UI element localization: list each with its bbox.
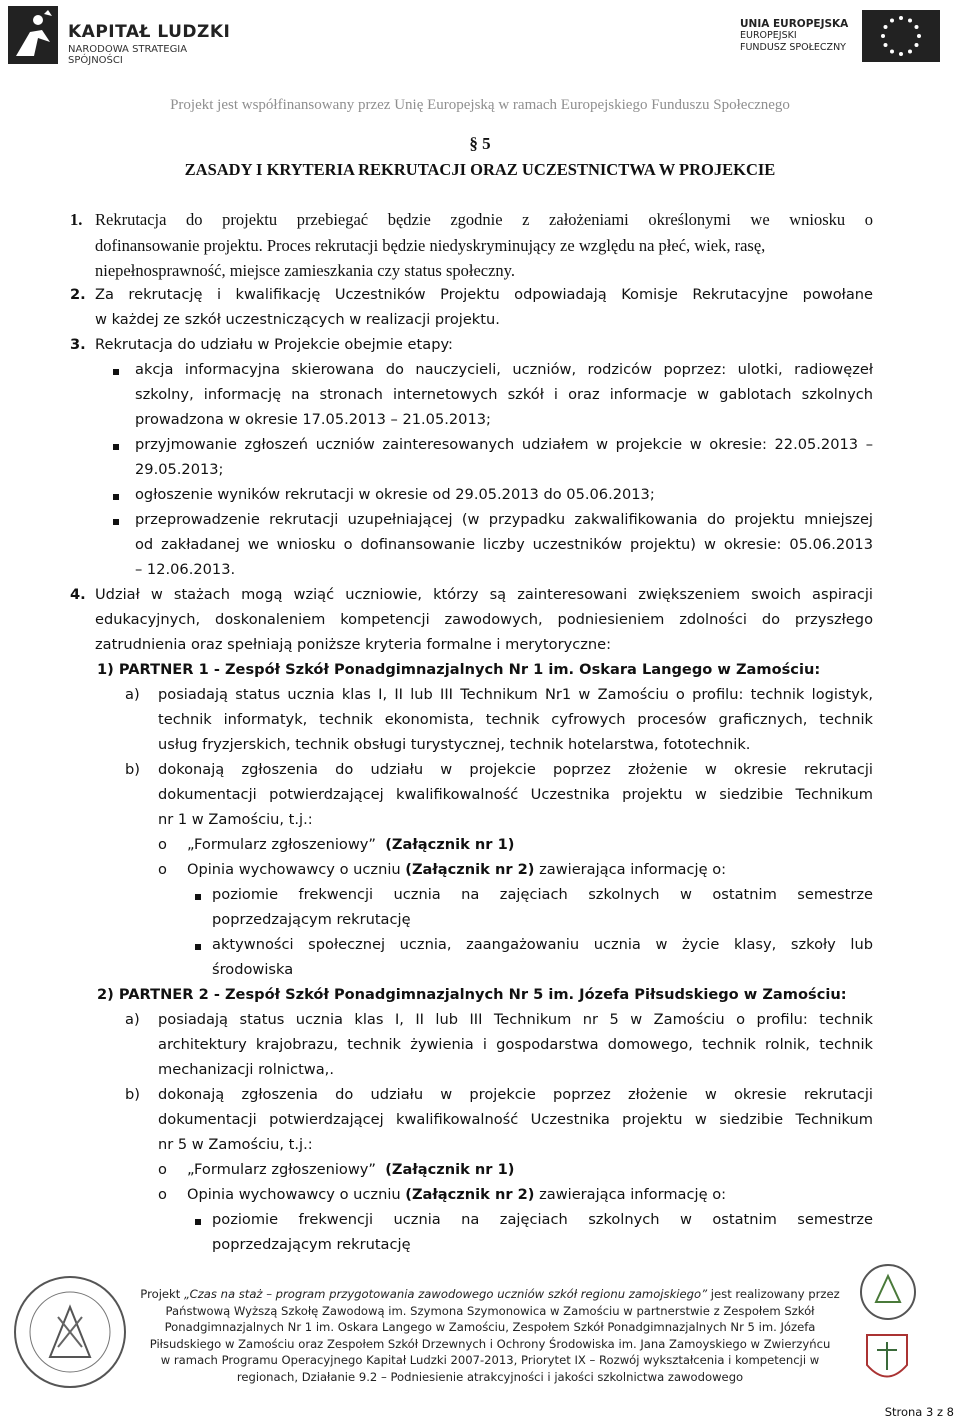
partner-crest-icon bbox=[862, 1330, 912, 1390]
partner1-o1-line bbox=[187, 836, 514, 853]
partner2-s1-line-1: poziomie frekwencji ucznia na zajęciach szkolnych w ostatnim semestrze bbox=[212, 1211, 873, 1228]
p4-line-2: edukacyjnych, doskonaleniem kompetencji zawodowych, podniesieniem zdolności do przyszłego bbox=[95, 611, 873, 628]
kapital-ludzki-logo bbox=[8, 6, 238, 64]
footer-l1b: jest realizowany przez bbox=[707, 1287, 840, 1301]
partner1-o2-line bbox=[187, 861, 726, 878]
cofinancing-note: Projekt jest współfinansowany przez Unię Europejską w ramach Europejskiego Funduszu Społecznego bbox=[170, 97, 790, 113]
section-title: ZASADY I KRYTERIA REKRUTACJI ORAZ UCZESTNICTWA W PROJEKCIE bbox=[184, 160, 776, 179]
o1-attachment: (Załącznik nr 1) bbox=[385, 836, 515, 853]
o2-text: Opinia wychowawcy o uczniu bbox=[187, 1186, 406, 1203]
partner2-o1-line bbox=[187, 1161, 514, 1178]
partner2-s1-line-2: poprzedzającym rekrutację bbox=[212, 1236, 411, 1253]
p3-b4-line-1: przeprowadzenie rekrutacji uzupełniającej (w przypadku zakwalifikowania do projektu mniejszej bbox=[135, 511, 873, 528]
partner2-heading: 2) PARTNER 2 - Zespół Szkół Ponadgimnazjalnych Nr 5 im. Józefa Piłsudskiego w Zamościu: bbox=[97, 986, 847, 1003]
footer-line-5: w ramach Programu Operacyjnego Kapitał Ludzki 2007-2013, Priorytet IX – Rozwój wykształcenia i kompetencji w bbox=[160, 1353, 820, 1367]
bullet-marker bbox=[113, 494, 119, 500]
partner2-s1-marker bbox=[195, 1219, 201, 1225]
p2-line-2: w każdej ze szkół uczestniczących w realizacji projektu. bbox=[95, 311, 500, 328]
partner2-o2-line bbox=[187, 1186, 726, 1203]
bullet-marker bbox=[113, 444, 119, 450]
partner2-b-line-2: dokumentacji potwierdzającej kwalifikowalność Uczestnika projektu w siedzibie Technikum bbox=[158, 1111, 873, 1128]
p3-line-1: Rekrutacja do udziału w Projekcie obejmie etapy: bbox=[95, 336, 453, 353]
page-number: Strona 3 z 8 bbox=[884, 1405, 954, 1419]
o2-text: Opinia wychowawcy o uczniu bbox=[187, 861, 406, 878]
footer-text bbox=[140, 1286, 840, 1385]
bullet-marker bbox=[113, 369, 119, 375]
p3-b1-line-2: szkolny, informację na stronach internetowych szkół i oraz informacje w gablotach szkolnych bbox=[135, 386, 873, 403]
eu-line-3: FUNDUSZ SPOŁECZNY bbox=[740, 42, 846, 53]
kl-subtitle: NARODOWA STRATEGIA SPÓJNOŚCI bbox=[68, 44, 188, 66]
footer-project-name: „Czas na staż – program przygotowania zawodowego uczniów szkół regionu zamojskiego” bbox=[184, 1287, 708, 1301]
partner1-a-line-3: usług fryzjerskich, technik obsługi turystycznej, technik hotelarstwa, fototechnik. bbox=[158, 736, 751, 753]
kl-title: KAPITAŁ LUDZKI bbox=[68, 22, 231, 42]
p2-line-1: Za rekrutację i kwalifikację Uczestników Projektu odpowiadają Komisje Rekrutacyjne powołane bbox=[95, 286, 873, 303]
footer-line-1 bbox=[140, 1286, 840, 1303]
p1-number: 1. bbox=[70, 210, 83, 229]
partner1-s2-line-2: środowiska bbox=[212, 961, 294, 978]
partner2-a-line-2: architektury krajobrazu, technik żywienia i gospodarstwa domowego, technik rolnik, technik bbox=[158, 1036, 873, 1053]
partner1-b-label: b) bbox=[125, 761, 140, 778]
p3-b4-line-3: – 12.06.2013. bbox=[135, 561, 236, 578]
partner2-b-label: b) bbox=[125, 1086, 140, 1103]
partner2-a-line-3: mechanizacji rolnictwa,. bbox=[158, 1061, 334, 1078]
eu-line-1: UNIA EUROPEJSKA bbox=[740, 18, 849, 30]
partner1-b-line-3: nr 1 w Zamościu, t.j.: bbox=[158, 811, 313, 828]
footer-line-4: Piłsudskiego w Zamościu oraz Zespołem Szkół Drzewnych i Ochrony Środowiska im. Jana Zamoyskiego w Zwierzyńcu bbox=[149, 1336, 831, 1351]
p3-b2-line-2: 29.05.2013; bbox=[135, 461, 224, 478]
partner1-b-line-2: dokumentacji potwierdzającej kwalifikowalność Uczestnika projektu w siedzibie Technikum bbox=[158, 786, 873, 803]
eu-flag-icon bbox=[862, 10, 940, 62]
partner2-o1-marker: o bbox=[158, 1161, 167, 1178]
partner1-a-line-1: posiadają status ucznia klas I, II lub III Technikum Nr1 w Zamościu o profilu: technik logistyk, bbox=[158, 686, 873, 703]
partner2-a-line-1: posiadają status ucznia klas I, II lub III Technikum nr 5 w Zamościu o profilu: technik bbox=[158, 1011, 873, 1028]
p1-line-3: niepełnosprawność, miejsce zamieszkania czy status społeczny. bbox=[95, 261, 515, 280]
partner1-o1-marker: o bbox=[158, 836, 167, 853]
partner2-a-label: a) bbox=[125, 1011, 140, 1028]
p3-b1-line-1: akcja informacyjna skierowana do nauczycieli, uczniów, rodziców poprzez: ulotki, radiowęzeł bbox=[135, 361, 873, 378]
o2-text-end: zawierająca informację o: bbox=[534, 861, 727, 878]
p3-b3-line-1: ogłoszenie wyników rekrutacji w okresie od 29.05.2013 do 05.06.2013; bbox=[135, 486, 655, 503]
partner-seal-icon bbox=[858, 1262, 918, 1322]
o2-text-end: zawierająca informację o: bbox=[534, 1186, 727, 1203]
p4-line-1: Udział w stażach mogą wziąć uczniowie, którzy są zainteresowani zwiększeniem swoich aspiracji bbox=[95, 586, 873, 603]
o2-attachment: (Załącznik nr 2) bbox=[405, 1186, 535, 1203]
p3-number: 3. bbox=[70, 336, 86, 353]
kapital-ludzki-mark-icon bbox=[8, 6, 58, 64]
o1-text: „Formularz zgłoszeniowy” bbox=[187, 836, 386, 853]
footer-l1a: Projekt bbox=[140, 1287, 184, 1301]
o1-attachment: (Załącznik nr 1) bbox=[385, 1161, 515, 1178]
partner1-s2-marker bbox=[195, 944, 201, 950]
bullet-marker bbox=[113, 519, 119, 525]
eu-line-2: EUROPEJSKI bbox=[740, 30, 797, 41]
p3-b4-line-2: od zakładanej we wniosku o dofinansowanie liczby uczestników projektu) w okresie: 05.06.2013 bbox=[135, 536, 873, 553]
partner2-o2-marker: o bbox=[158, 1186, 167, 1203]
o2-attachment: (Załącznik nr 2) bbox=[405, 861, 535, 878]
footer-line-6: regionach, Działanie 9.2 – Podniesienie atrakcyjności i jakości szkolnictwa zawodowego bbox=[236, 1369, 744, 1384]
partner1-s1-line-1: poziomie frekwencji ucznia na zajęciach szkolnych w ostatnim semestrze bbox=[212, 886, 873, 903]
footer-line-3: Ponadgimnazjalnych Nr 1 im. Oskara Langego w Zamościu, Zespołem Szkół Ponadgimnazjalnych Nr 5 im. Józefa bbox=[164, 1320, 816, 1334]
eu-text bbox=[740, 18, 848, 54]
partner1-heading: 1) PARTNER 1 - Zespół Szkół Ponadgimnazjalnych Nr 1 im. Oskara Langego w Zamościu: bbox=[97, 661, 821, 678]
partner2-b-line-1: dokonają zgłoszenia do udziału w projekcie poprzez złożenie w okresie rekrutacji bbox=[158, 1086, 873, 1103]
p1-line-2: dofinansowanie projektu. Proces rekrutacji będzie niedyskryminujący ze względu na płeć, wiek, rasę, bbox=[95, 236, 766, 255]
partner1-o2-marker: o bbox=[158, 861, 167, 878]
partner1-s2-line-1: aktywności społecznej ucznia, zaangażowaniu ucznia w życie klasy, szkoły lub bbox=[212, 936, 873, 953]
p3-b1-line-3: prowadzona w okresie 17.05.2013 – 21.05.2013; bbox=[135, 411, 491, 428]
partner1-s1-marker bbox=[195, 894, 201, 900]
o1-text: „Formularz zgłoszeniowy” bbox=[187, 1161, 386, 1178]
partner1-s1-line-2: poprzedzającym rekrutację bbox=[212, 911, 411, 928]
footer-line-2: Państwową Wyższą Szkołę Zawodową im. Szymona Szymonowica w Zamościu w partnerstwie z Zespołem Szkół bbox=[165, 1303, 815, 1318]
p3-b2-line-1: przyjmowanie zgłoszeń uczniów zainteresowanych udziałem w projekcie w okresie: 22.05.2013 – bbox=[135, 436, 873, 453]
partner1-a-label: a) bbox=[125, 686, 140, 703]
section-number: § 5 bbox=[469, 134, 491, 153]
p1-line-1: Rekrutacja do projektu przebiegać będzie zgodnie z założeniami określonymi we wniosku o bbox=[95, 210, 873, 229]
partner1-b-line-1: dokonają zgłoszenia do udziału w projekcie poprzez złożenie w okresie rekrutacji bbox=[158, 761, 873, 778]
partner2-b-line-3: nr 5 w Zamościu, t.j.: bbox=[158, 1136, 313, 1153]
p2-number: 2. bbox=[70, 286, 86, 303]
school-emblem-icon bbox=[10, 1272, 130, 1392]
eu-logo bbox=[740, 10, 940, 66]
p4-number: 4. bbox=[70, 586, 86, 603]
p4-line-3: zatrudnienia oraz spełniają poniższe kryteria formalne i merytoryczne: bbox=[95, 636, 612, 653]
partner1-a-line-2: technik informatyk, technik ekonomista, technik cyfrowych procesów graficznych, technik bbox=[158, 711, 873, 728]
